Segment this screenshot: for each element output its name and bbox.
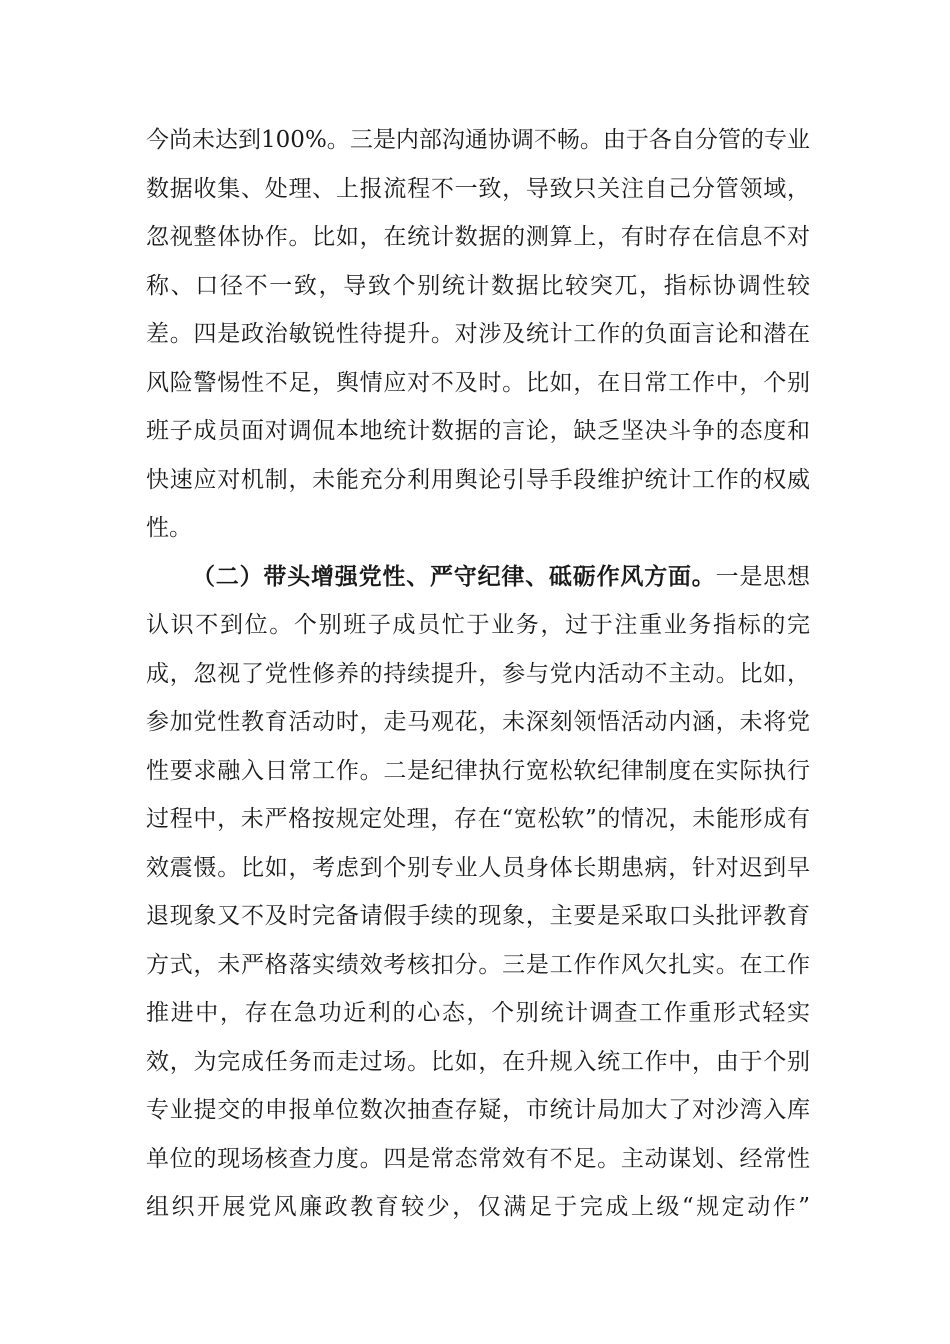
paragraph-continuation xyxy=(146,116,810,553)
paragraph-1-text: 今尚未达到100%。三是内部沟通协调不畅。由于各自分管的专业数据收集、处理、上报流程不一致，导致只关注自己分管领域，忽视整体协作。比如，在统计数据的测算上，有时存在信息不对称、口径不一致，导致个别统计数据比较突兀，指标协调性较差。四是政治敏锐性待提升。对涉及统计工作的负面言论和潜在风险警惕性不足，舆情应对不及时。比如，在日常工作中，个别班子成员面对调侃本地统计数据的言论，缺乏坚决斗争的态度和快速应对机制，未能充分利用舆论引导手段维护统计工作的权威性。 xyxy=(146,127,810,541)
paragraph-section-two xyxy=(146,553,810,1232)
section-two-heading: （二）带头增强党性、严守纪律、砥砺作风方面。 xyxy=(192,562,716,590)
document-body xyxy=(146,116,810,1232)
paragraph-2-text: 一是思想认识不到位。个别班子成员忙于业务，过于注重业务指标的完成，忽视了党性修养的持续提升，参与党内活动不主动。比如，参加党性教育活动时，走马观花，未深刻领悟活动内涵，未将党性要求融入日常工作。二是纪律执行宽松软纪律制度在实际执行过程中，未严格按规定处理，存在“宽松软”的情况，未能形成有效震慑。比如，考虑到个别专业人员身体长期患病，针对迟到早退现象又不及时完备请假手续的现象，主要是采取口头批评教育方式，未严格落实绩效考核扣分。三是工作作风欠扎实。在工作推进中，存在急功近利的心态，个别统计调查工作重形式轻实效，为完成任务而走过场。比如，在升规入统工作中，由于个别专业提交的申报单位数次抽查存疑，市统计局加大了对沙湾入库单位的现场核查力度。四是常态常效有不足。主动谋划、经常性组织开展党风廉政教育较少，仅满足于完成上级“规定动作” xyxy=(146,563,811,1220)
